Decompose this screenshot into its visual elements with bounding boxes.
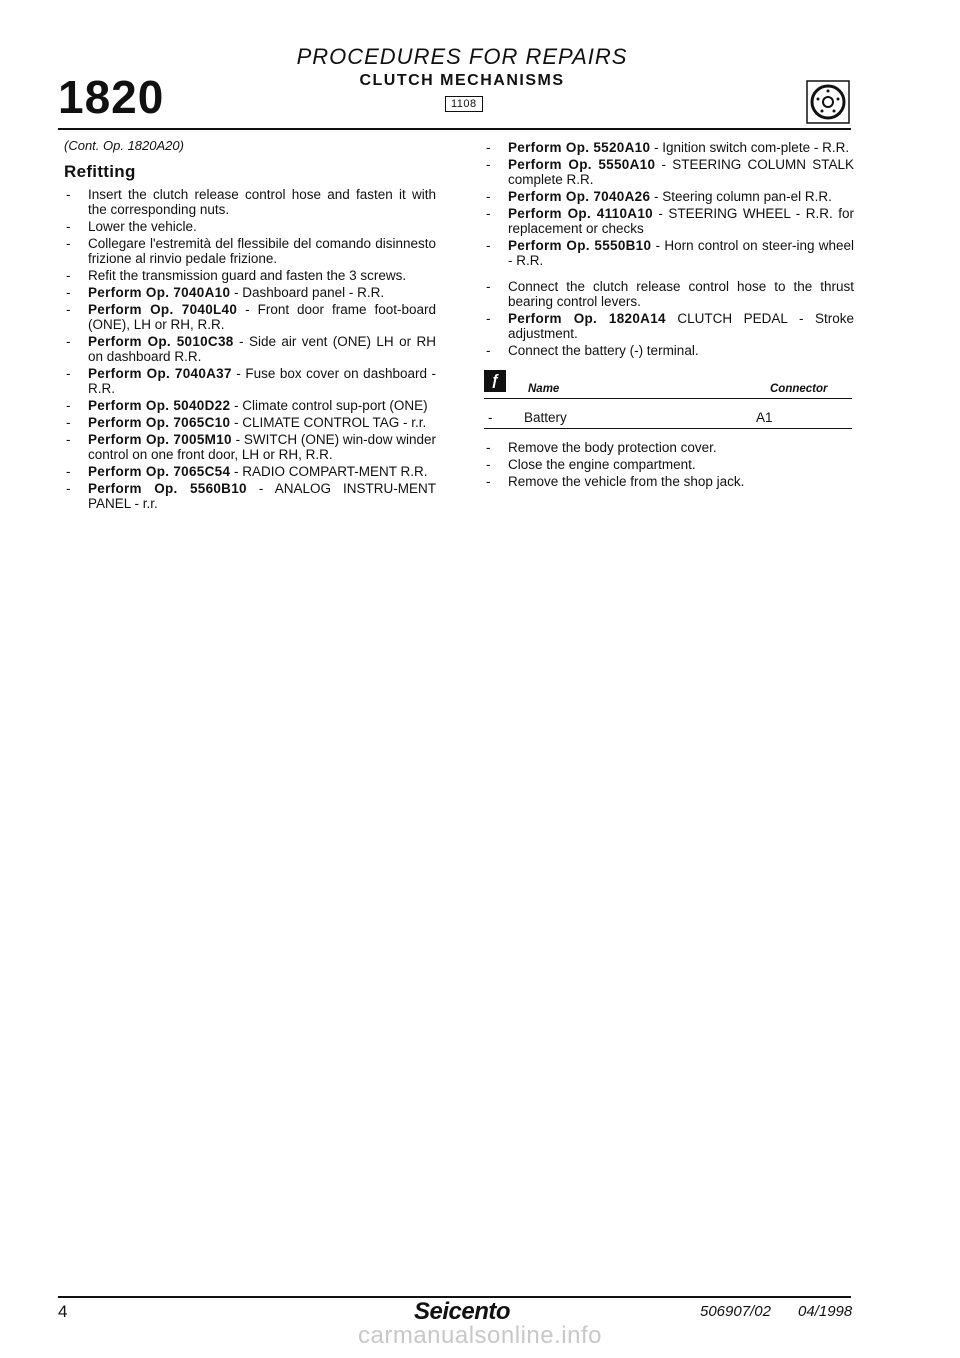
section-number: 1820 <box>58 71 165 123</box>
watermark: carmanualsonline.info <box>358 1322 602 1349</box>
procedure-step <box>64 268 436 283</box>
right-column <box>484 140 854 491</box>
procedure-step <box>484 474 854 489</box>
operation-code: Perform Op. 1820A14 <box>508 311 666 326</box>
step-text: - Horn control on steer-ing wheel - R.R. <box>508 238 855 268</box>
name-column-header: Name <box>528 383 560 395</box>
continuation-note: (Cont. Op. 1820A20) <box>64 138 184 153</box>
procedure-step <box>484 440 854 455</box>
step-text: Remove the vehicle from the shop jack. <box>508 474 745 489</box>
step-text: Insert the clutch release control hose and fasten it with the corresponding nuts. <box>88 187 436 217</box>
procedure-step <box>64 334 436 364</box>
procedure-step <box>64 464 436 479</box>
procedure-step <box>64 398 436 413</box>
step-text: - RADIO COMPART-MENT R.R. <box>230 464 428 479</box>
row-connector: A1 <box>756 410 773 425</box>
step-text: - Side air vent (ONE) LH or RH on dashboard R.R. <box>88 334 437 364</box>
step-text: Connect the clutch release control hose to the thrust bearing control levers. <box>508 279 854 309</box>
document-date: 04/1998 <box>798 1303 853 1320</box>
operation-code: Perform Op. 5040D22 <box>88 398 231 413</box>
step-text: - STEERING COLUMN STALK complete R.R. <box>508 157 854 187</box>
procedure-step <box>484 157 854 187</box>
row-dash: - <box>488 410 493 425</box>
procedure-step <box>64 366 436 396</box>
operation-code: Perform Op. 5010C38 <box>88 334 234 349</box>
procedure-step <box>64 415 436 430</box>
step-text: - Dashboard panel - R.R. <box>230 285 385 300</box>
operation-code: Perform Op. 5550A10 <box>508 157 656 172</box>
procedure-step <box>64 187 436 217</box>
procedure-step <box>484 343 854 358</box>
procedure-step <box>484 140 854 155</box>
step-text: - CLIMATE CONTROL TAG - r.r. <box>230 415 427 430</box>
header-code-box: 1108 <box>445 96 483 112</box>
procedure-step <box>64 432 436 462</box>
step-text: - SWITCH (ONE) win-dow winder control on one front door, LH or RH, R.R. <box>88 432 436 462</box>
step-text: Connect the battery (-) terminal. <box>508 343 699 358</box>
operation-code: Perform Op. 7040L40 <box>88 302 238 317</box>
operation-code: Perform Op. 7005M10 <box>88 432 232 447</box>
step-text: - Steering column pan-el R.R. <box>650 189 832 204</box>
procedure-step <box>64 219 436 234</box>
step-text: CLUTCH PEDAL - Stroke adjustment. <box>508 311 854 341</box>
brand-logo: Seicento <box>413 1298 511 1325</box>
procedure-list <box>484 440 854 489</box>
step-text: Lower the vehicle. <box>88 219 197 234</box>
section-heading: Refitting <box>64 162 136 181</box>
operation-code: Perform Op. 4110A10 <box>508 206 653 221</box>
procedure-step <box>64 481 436 511</box>
step-text: - STEERING WHEEL - R.R. for replacement or checks <box>508 206 854 236</box>
procedure-list <box>484 279 854 358</box>
operation-code: Perform Op. 7065C54 <box>88 464 231 479</box>
step-text: - Ignition switch com-plete - R.R. <box>650 140 850 155</box>
procedure-step <box>484 311 854 341</box>
procedure-list <box>484 140 854 268</box>
connector-table <box>484 370 854 426</box>
left-column <box>64 138 436 513</box>
step-text: Remove the body protection cover. <box>508 440 717 455</box>
step-text: Close the engine compartment. <box>508 457 696 472</box>
procedure-step <box>484 238 854 268</box>
operation-code: Perform Op. 5520A10 <box>508 140 651 155</box>
electrical-warning-icon: ƒ <box>484 370 506 392</box>
operation-code: Perform Op. 7040A37 <box>88 366 232 381</box>
operation-code: Perform Op. 7040A26 <box>508 189 651 204</box>
step-text: - Front door frame foot-board (ONE), LH or RH, R.R. <box>88 302 437 332</box>
procedure-step <box>64 285 436 300</box>
steering-wheel-icon <box>806 80 850 124</box>
operation-code: Perform Op. 5560B10 <box>88 481 247 496</box>
procedure-step <box>484 206 854 236</box>
operation-code: Perform Op. 7065C10 <box>88 415 231 430</box>
procedure-list <box>64 187 436 511</box>
page-title: PROCEDURES FOR REPAIRS <box>296 44 628 69</box>
procedure-step <box>64 302 436 332</box>
step-text: - ANALOG INSTRU-MENT PANEL - r.r. <box>88 481 437 511</box>
step-text: Refit the transmission guard and fasten the 3 screws. <box>88 268 407 283</box>
page-number: 4 <box>58 1302 68 1321</box>
step-text: Collegare l'estremità del flessibile del comando disinnesto frizione al rinvio pedale frizione. <box>88 236 436 266</box>
procedure-step <box>64 236 436 266</box>
procedure-step <box>484 279 854 309</box>
procedure-step <box>484 457 854 472</box>
connector-column-header: Connector <box>770 383 828 395</box>
operation-code: Perform Op. 7040A10 <box>88 285 231 300</box>
row-name: Battery <box>524 410 567 425</box>
step-text: - Fuse box cover on dashboard - R.R. <box>88 366 436 396</box>
step-text: - Climate control sup-port (ONE) <box>230 398 428 413</box>
operation-code: Perform Op. 5550B10 <box>508 238 652 253</box>
procedure-step <box>484 189 854 204</box>
header-divider <box>58 128 851 130</box>
page-subtitle: CLUTCH MECHANISMS <box>359 72 565 89</box>
document-code: 506907/02 <box>700 1303 771 1320</box>
